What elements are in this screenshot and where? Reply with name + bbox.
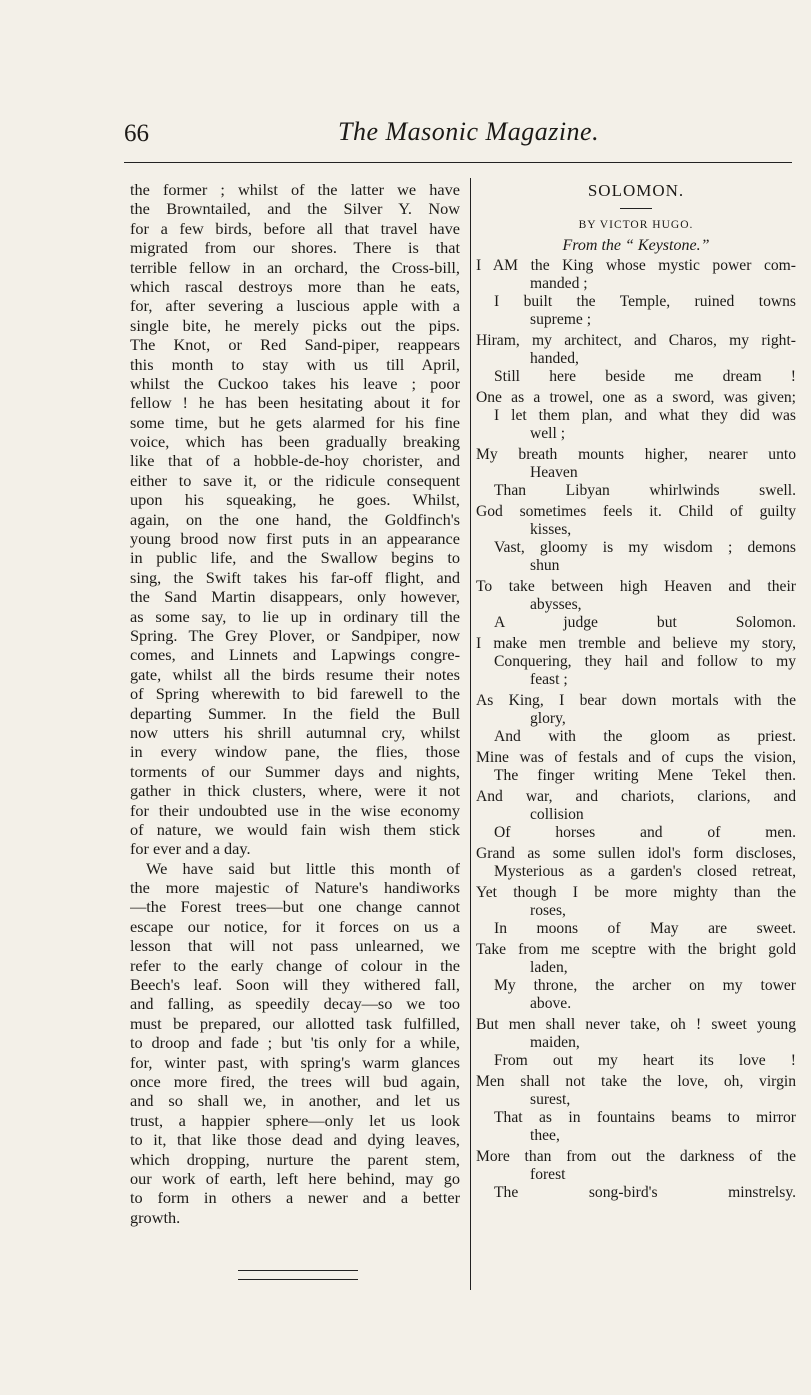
- poem-line: From out my heart its love !: [494, 1052, 796, 1069]
- poem-line: Vast, gloomy is my wisdom ; demons: [494, 539, 796, 556]
- essay-line: trust, a happier sphere—only let us look: [130, 1110, 460, 1130]
- essay-line: for, winter past, with spring's warm glances: [130, 1052, 460, 1072]
- essay-line: for their undoubted use in the wise economy: [130, 800, 460, 820]
- title-rule: [620, 208, 652, 209]
- poem-line: collision: [530, 806, 584, 823]
- poem-line: My breath mounts higher, nearer unto: [476, 446, 796, 463]
- essay-line: gate, whilst all the birds resume their notes: [130, 664, 460, 684]
- poem-line: Hiram, my architect, and Charos, my right-: [476, 332, 796, 349]
- essay-line: single bite, he merely picks out the pips.: [130, 315, 460, 335]
- poem-line: shun: [530, 557, 560, 574]
- essay-line: this month to stay with us till April,: [130, 354, 460, 374]
- essay-line: now utters his shrill autumnal cry, whilst: [130, 722, 460, 742]
- poem-line: Yet though I be more mighty than the: [476, 884, 796, 901]
- poem-line: As King, I bear down mortals with the: [476, 692, 796, 709]
- essay-line: comes, and Linnets and Lapwings congre-: [130, 645, 460, 665]
- essay-line: to droop and fade ; but 'tis only for a while,: [130, 1033, 460, 1053]
- essay-line: —the Forest trees—but one change cannot: [130, 897, 460, 917]
- poem-line: The finger writing Mene Tekel then.: [494, 767, 796, 784]
- poem-line: glory,: [530, 710, 566, 727]
- essay-line: for a few birds, before all that travel have: [130, 218, 460, 238]
- poem-line: God sometimes feels it. Child of guilty: [476, 503, 796, 520]
- essay-line: the Browntailed, and the Silver Y. Now: [130, 199, 460, 219]
- poem-line: maiden,: [530, 1034, 580, 1051]
- poem-line: My throne, the archer on my tower: [494, 977, 796, 994]
- essay-line: escape our notice, for it forces on us a: [130, 916, 460, 936]
- essay-line: for ever and a day.: [130, 839, 251, 859]
- page-header: [0, 0, 811, 160]
- poem-line: handed,: [530, 350, 579, 367]
- poem-line: I make men tremble and believe my story,: [476, 635, 796, 652]
- poem-line: Of horses and of men.: [494, 824, 796, 841]
- poem-line: thee,: [530, 1127, 560, 1144]
- page-number: 66: [124, 120, 149, 147]
- essay-line: to it, that like those dead and dying leaves,: [130, 1130, 460, 1150]
- essay-line: which dropping, nurture the parent stem,: [130, 1149, 460, 1169]
- poem-line: A judge but Solomon.: [494, 614, 796, 631]
- poem-line: Mysterious as a garden's closed retreat,: [494, 863, 796, 880]
- magazine-title: The Masonic Magazine.: [338, 117, 600, 146]
- essay-line: lesson that will not pass unlearned, we: [130, 936, 460, 956]
- essay-line: the former ; whilst of the latter we have: [130, 180, 460, 199]
- essay-line: Spring. The Grey Plover, or Sandpiper, now: [130, 625, 460, 645]
- poem-line: abysses,: [530, 596, 582, 613]
- essay-line: torments of our Summer days and nights,: [130, 761, 460, 781]
- essay-line: again, on the one hand, the Goldfinch's: [130, 509, 460, 529]
- essay-line: some time, but he gets alarmed for his fine: [130, 412, 460, 432]
- poem-line: Still here beside me dream !: [494, 368, 796, 385]
- poem-line: That as in fountains beams to mirror: [494, 1109, 796, 1126]
- essay-line: departing Summer. In the field the Bull: [130, 703, 460, 723]
- essay-line: for, after severing a luscious apple with a: [130, 296, 460, 316]
- poem-line: In moons of May are sweet.: [494, 920, 796, 937]
- poem-line: Than Libyan whirlwinds swell.: [494, 482, 796, 499]
- essay-line: to form in others a newer and a better: [130, 1188, 460, 1208]
- essay-line: of Spring wherewith to bid farewell to the: [130, 684, 460, 704]
- poem-line: Take from me sceptre with the bright gold: [476, 941, 796, 958]
- essay-line: either to save it, or the ridicule consequent: [130, 470, 460, 490]
- poem-line: forest: [530, 1166, 566, 1183]
- poem-line: above.: [530, 995, 572, 1012]
- poem-line: I let them plan, and what they did was: [494, 407, 796, 424]
- essay-column: [130, 180, 460, 1227]
- essay-line: Beech's leaf. Soon will they withered fall,: [130, 975, 460, 995]
- essay-line: The Knot, or Red Sand-piper, reappears: [130, 335, 460, 355]
- essay-line: sing, the Swift takes his far-off flight, and: [130, 567, 460, 587]
- poem-line: And with the gloom as priest.: [494, 728, 796, 745]
- essay-line: voice, which has been gradually breaking: [130, 432, 460, 452]
- poem-line: The song-bird's minstrelsy.: [494, 1184, 796, 1201]
- poem-line: surest,: [530, 1091, 571, 1108]
- essay-line: fellow ! he has been hesitating about it for: [130, 393, 460, 413]
- poem-line: manded ;: [530, 275, 588, 292]
- essay-line: in every window pane, the flies, those: [130, 742, 460, 762]
- essay-line: refer to the early change of colour in the: [130, 955, 460, 975]
- poem-line: laden,: [530, 959, 568, 976]
- poem-line: One as a trowel, one as a sword, was given;: [476, 389, 796, 406]
- poem-line: roses,: [530, 902, 566, 919]
- essay-line: must be prepared, our allotted task fulfilled,: [130, 1013, 460, 1033]
- poem-source: From the “ Keystone.”: [562, 237, 710, 254]
- essay-line: and falling, as speedily decay—so we too: [130, 994, 460, 1014]
- poem-line: More than from out the darkness of the: [476, 1148, 796, 1165]
- poem-line: I built the Temple, ruined towns: [494, 293, 796, 310]
- poem-line: But men shall never take, oh ! sweet young: [476, 1016, 796, 1033]
- poem-line: Conquering, they hail and follow to my: [494, 653, 796, 670]
- essay-line: terrible fellow in an orchard, the Cross-bill,: [130, 257, 460, 277]
- poem-line: I AM the King whose mystic power com-: [476, 257, 796, 274]
- poem-line: Grand as some sullen idol's form discloses,: [476, 845, 796, 862]
- poem-body: [476, 257, 796, 1202]
- poem-line: Men shall not take the love, oh, virgin: [476, 1073, 796, 1090]
- article-end-rule: [238, 1270, 358, 1280]
- essay-line: the Sand Martin disappears, only however,: [130, 587, 460, 607]
- essay-line: like that of a hobble-de-hoy chorister, and: [130, 451, 460, 471]
- poem-line: well ;: [530, 425, 566, 442]
- poem-title: SOLOMON.: [587, 181, 685, 200]
- poem-line: To take between high Heaven and their: [476, 578, 796, 595]
- essay-line: as some say, to lie up in ordinary till the: [130, 606, 460, 626]
- essay-line: our work of earth, left here behind, may go: [130, 1168, 460, 1188]
- poem-line: And war, and chariots, clarions, and: [476, 788, 796, 805]
- poem-line: feast ;: [530, 671, 568, 688]
- essay-line: the more majestic of Nature's handiworks: [130, 878, 460, 898]
- essay-line: migrated from our shores. There is that: [130, 238, 460, 258]
- essay-line: upon his squeaking, he goes. Whilst,: [130, 490, 460, 510]
- essay-line: once more fired, the trees will bud again,: [130, 1071, 460, 1091]
- essay-line: growth.: [130, 1207, 181, 1227]
- poem-line: Mine was of festals and of cups the vision,: [476, 749, 796, 766]
- essay-line: gather in thick clusters, where, were it not: [130, 781, 460, 801]
- poem-line: Heaven: [530, 464, 578, 481]
- essay-line: whilst the Cuckoo takes his leave ; poor: [130, 373, 460, 393]
- essay-line: which rascal destroys more than he eats,: [130, 276, 460, 296]
- poem-line: supreme ;: [530, 311, 592, 328]
- column-divider: [470, 178, 471, 1290]
- poem-line: kisses,: [530, 521, 572, 538]
- header-rule: [124, 162, 792, 163]
- essay-line: in public life, and the Swallow begins to: [130, 548, 460, 568]
- essay-line: and so shall we, in another, and let us: [130, 1091, 460, 1111]
- essay-line: We have said but little this month of: [146, 858, 460, 878]
- poem-author: BY VICTOR HUGO.: [578, 219, 694, 231]
- essay-line: of nature, we would fain wish them stick: [130, 819, 460, 839]
- poem-column: [476, 178, 796, 1202]
- essay-line: young brood now first puts in an appearance: [130, 529, 460, 549]
